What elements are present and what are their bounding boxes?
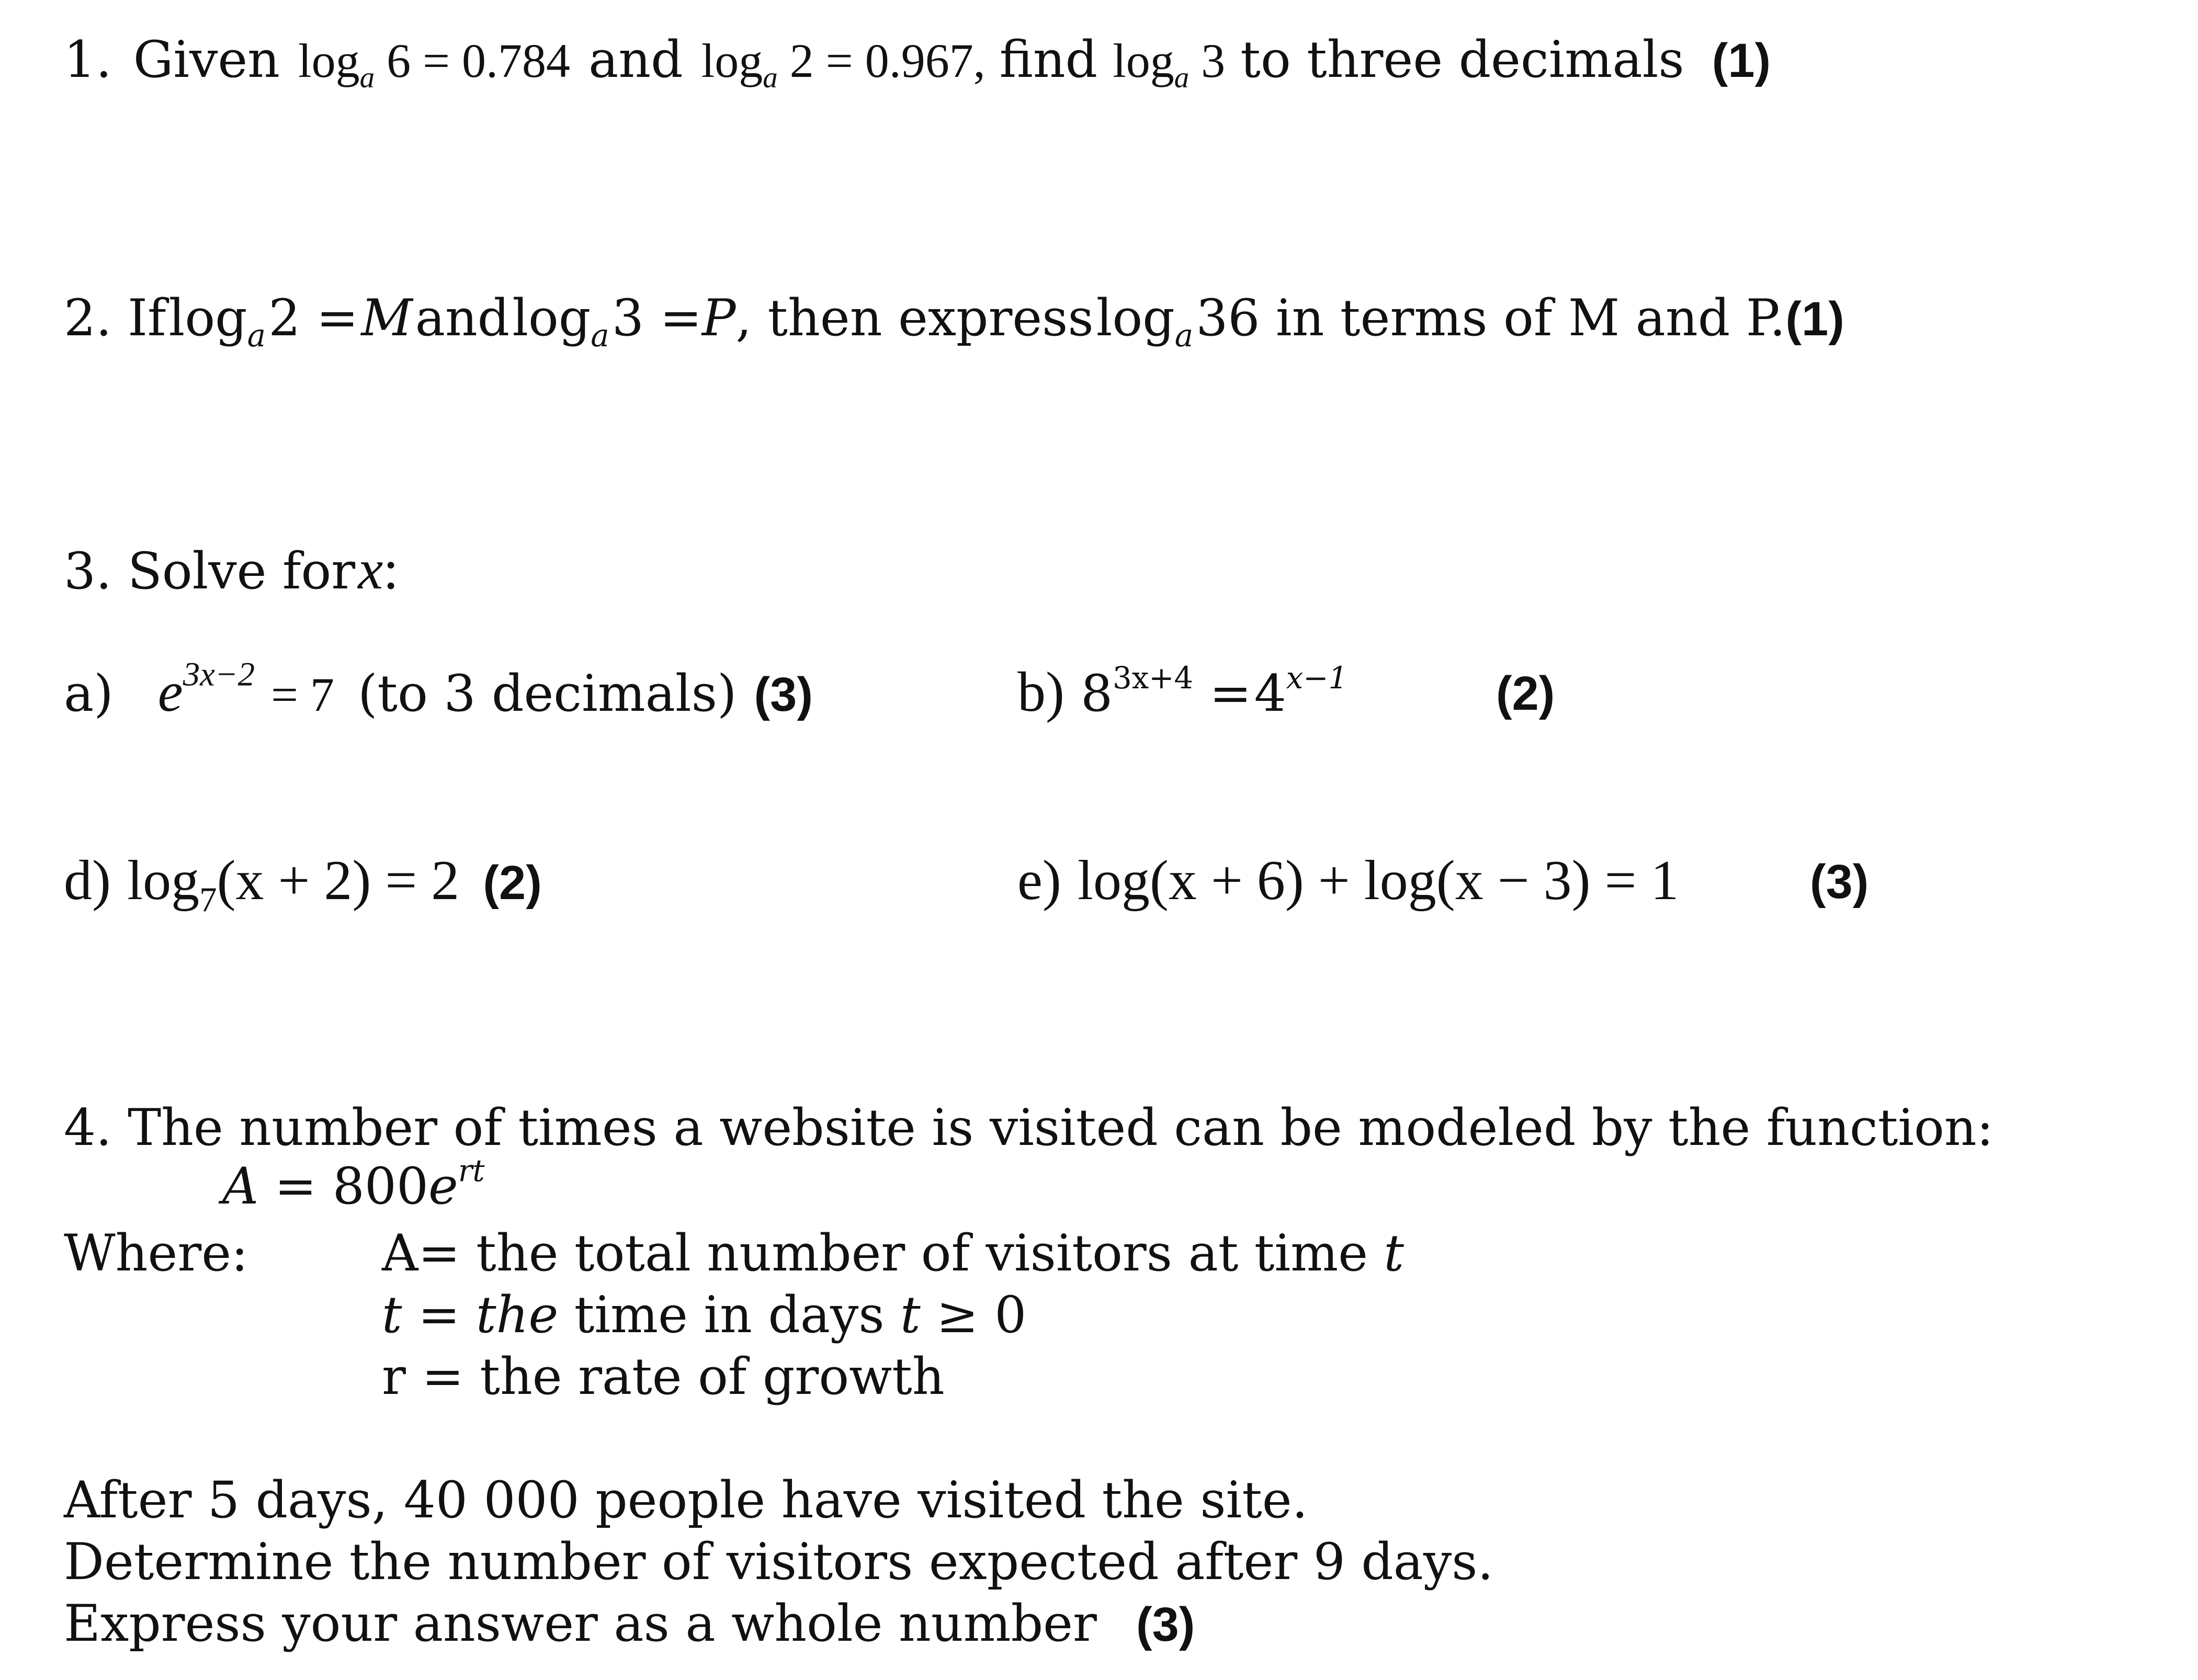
q3a-note: (to 3 decimals)	[358, 664, 737, 723]
q3a-e: $e^{3x-2}$	[157, 655, 255, 723]
q3d-marks: (2)	[483, 856, 542, 910]
q2-and: and	[415, 289, 510, 347]
q4-formula-text: = 800	[274, 1157, 429, 1216]
q1-find: find	[999, 30, 1098, 89]
question-1	[64, 30, 1771, 94]
q2-var-p: P	[701, 289, 736, 347]
q3-colon: :	[383, 539, 399, 601]
question-3a	[64, 655, 813, 723]
q3a-marks: (3)	[754, 668, 813, 721]
q1-tail: to three decimals	[1240, 30, 1684, 89]
q4-def-a: A= the total number of visitors at time t	[382, 1224, 1404, 1282]
q4-para-1: After 5 days, 40 000 people have visited the site.	[64, 1471, 1308, 1529]
question-3d	[64, 849, 542, 920]
q2-arg-2: 3 =	[611, 289, 702, 347]
q3d-label: d)	[64, 849, 111, 912]
question-3b-marks	[1496, 669, 1555, 718]
q2-marks: (1)	[1785, 292, 1844, 346]
q2-arg-1: 2 =	[268, 289, 359, 347]
q3d-log: $\log_7$	[127, 849, 217, 920]
question-3e-marks	[1810, 855, 1869, 909]
q4-intro: 4. The number of times a website is visited can be modeled by the function:	[64, 1098, 1994, 1157]
q3e-expr: log(x + 6) + log(x − 3) = 1	[1078, 849, 1679, 912]
q3a-label: a)	[64, 664, 114, 723]
q3b-rhs: $4^{x-1}$	[1254, 660, 1348, 723]
q1-log3: $\log_a 3$	[1113, 34, 1226, 94]
q4-where: Where:	[64, 1224, 248, 1282]
q2-log-3: $\log_a$	[1096, 289, 1194, 354]
q1-log1: $\log_a 6 = 0.784$	[298, 34, 571, 94]
q3e-marks: (3)	[1810, 855, 1869, 909]
q1-given: Given	[133, 30, 280, 89]
q3d-expr: (x + 2) = 2	[217, 849, 460, 912]
q2-then: , then express	[735, 289, 1094, 347]
question-3b	[1017, 660, 1348, 723]
q3b-marks: (2)	[1496, 667, 1555, 720]
q4-def-t: t = the time in days t ≥ 0	[382, 1286, 1027, 1344]
q1-log2: $\log_a 2 = 0.967$	[701, 34, 973, 94]
q1-comma: ,	[973, 34, 985, 87]
q4-def-r: r = the rate of growth	[382, 1347, 945, 1406]
q2-arg-3: 36 in terms of M and P.	[1196, 289, 1786, 347]
q2-lead: 2. If	[64, 289, 166, 347]
question-3e	[1017, 849, 1679, 912]
q3-heading: 3. Solve for	[64, 542, 356, 600]
q1-and: and	[588, 30, 683, 89]
q4-formula: $A = 800e^{rt}$	[222, 1153, 485, 1216]
q4-para-2: Determine the number of visitors expected after 9 days.	[64, 1533, 1494, 1591]
question-3-heading	[64, 539, 399, 601]
q3b-lhs: $8^{3x+4}$	[1081, 660, 1194, 723]
q4-para-3-line	[64, 1594, 1195, 1653]
q3e-label: e)	[1017, 849, 1061, 912]
q3a-rhs: = 7	[271, 668, 334, 721]
q1-marks: (1)	[1712, 34, 1771, 87]
q3b-eq: =	[1209, 664, 1252, 723]
q3b-label: b)	[1017, 661, 1064, 723]
q2-log-2: $\log_a$	[512, 289, 609, 354]
question-2	[64, 289, 1844, 354]
q2-log-1: $\log_a$	[168, 289, 266, 354]
q1-number: 1.	[64, 30, 112, 89]
q4-para-3: Express your answer as a whole number	[64, 1594, 1097, 1653]
q2-var-m: M	[361, 289, 413, 347]
q3-var: x	[358, 539, 383, 601]
q4-marks: (3)	[1136, 1598, 1195, 1651]
